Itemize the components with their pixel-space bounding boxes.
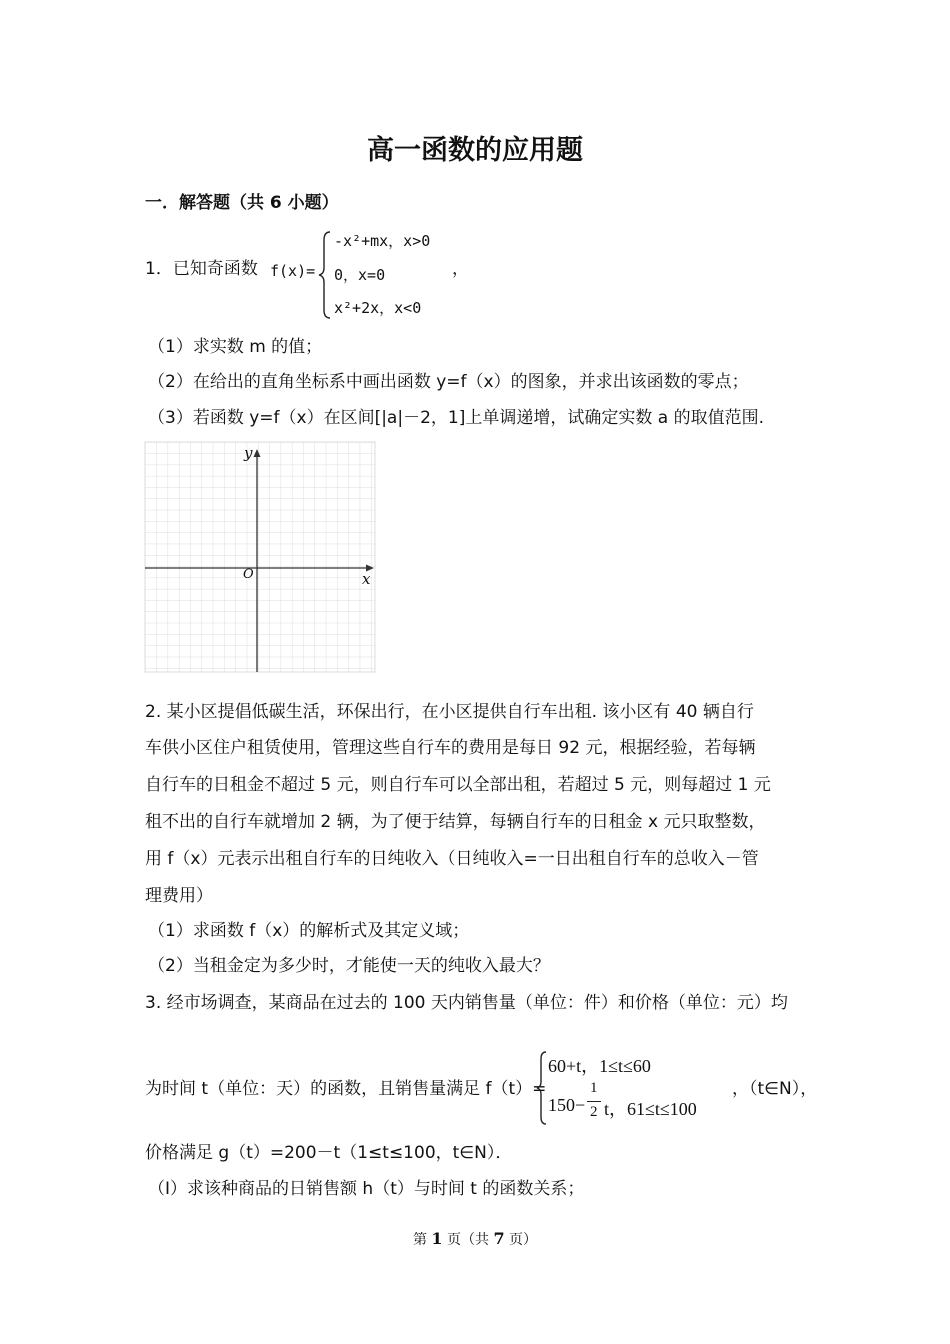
q2-part-1: （1）求函数 f（x）的解析式及其定义域；: [148, 921, 470, 941]
q1-piece-1: -x²+mx，x>0: [334, 232, 431, 250]
q1-piece-2: 0，x=0: [334, 266, 386, 284]
q2-line-3: 自行车的日租金不超过 5 元，则自行车可以全部出租，若超过 5 元，则每超过 1 元: [145, 775, 771, 795]
graph-x-label: x: [362, 570, 371, 588]
page-title: 高一函数的应用题: [367, 135, 583, 166]
q2-line-1: 2. 某小区提倡低碳生活，环保出行，在小区提供自行车出租. 该小区有 40 辆自行: [145, 702, 754, 722]
footer-page-number: 1: [431, 1229, 443, 1248]
q3-piece-2-a: 150−: [548, 1095, 586, 1115]
q1-intro: 1．已知奇函数: [145, 259, 258, 279]
graph-y-label: y: [244, 444, 253, 462]
footer-total-pages: 7: [493, 1229, 505, 1248]
q2-line-6: 理费用）: [145, 886, 213, 906]
q2-line-5: 用 f（x）元表示出租自行车的日纯收入（日纯收入=一日出租自行车的总收入－管: [145, 849, 759, 869]
q3-part-1: （Ⅰ）求该种商品的日销售额 h（t）与时间 t 的函数关系；: [148, 1179, 585, 1199]
section-heading: 一．解答题（共 6 小题）: [145, 193, 339, 213]
q2-line-2: 车供小区住户租赁使用，管理这些自行车的费用是每日 92 元，根据经验，若每辆: [145, 738, 756, 758]
q3-piece-1: 60+t，1≤t≤60: [548, 1056, 651, 1076]
page-footer: [0, 1229, 950, 1249]
q1-piece-3: x²+2x，x<0: [334, 299, 422, 317]
q1-comma: ，: [452, 259, 469, 279]
q3-line-3: 价格满足 g（t）=200－t（1≤t≤100，t∈N）．: [145, 1143, 513, 1163]
footer-suffix: 页）: [509, 1232, 538, 1248]
q3-brace: [536, 1050, 548, 1126]
q1-part-3: （3）若函数 y=f（x）在区间[|a|－2，1]上单调递增，试确定实数 a 的取值范围.: [148, 408, 764, 428]
q1-brace: [318, 230, 332, 320]
q3-piece-2-b: t，61≤t≤100: [604, 1099, 697, 1119]
graph-origin-label: O: [243, 567, 254, 582]
q1-part-2: （2）在给出的直角坐标系中画出函数 y=f（x）的图象，并求出该函数的零点；: [148, 372, 749, 392]
q1-func-name: f(x)=: [270, 262, 316, 280]
q1-coordinate-grid: [142, 440, 378, 674]
q2-part-2: （2）当租金定为多少时，才能使一天的纯收入最大？: [148, 956, 550, 976]
q3-line-2-post: ，（t∈N），: [732, 1079, 818, 1099]
footer-middle: 页（共: [447, 1232, 489, 1248]
q3-fraction-denominator: 2: [590, 1104, 598, 1120]
footer-prefix: 第: [412, 1232, 427, 1248]
q3-line-1: 3. 经市场调查，某商品在过去的 100 天内销售量（单位：件）和价格（单位：元）均: [145, 993, 788, 1013]
q3-fraction-numerator: 1: [590, 1080, 598, 1096]
q1-part-1: （1）求实数 m 的值；: [148, 337, 323, 357]
q2-line-4: 租不出的自行车就增加 2 辆，为了便于结算，每辆自行车的日租金 x 元只取整数，: [145, 812, 766, 832]
q3-fraction-bar: [587, 1101, 601, 1102]
q3-line-2-pre: 为时间 t（单位：天）的函数，且销售量满足 f（t）=: [145, 1079, 547, 1099]
